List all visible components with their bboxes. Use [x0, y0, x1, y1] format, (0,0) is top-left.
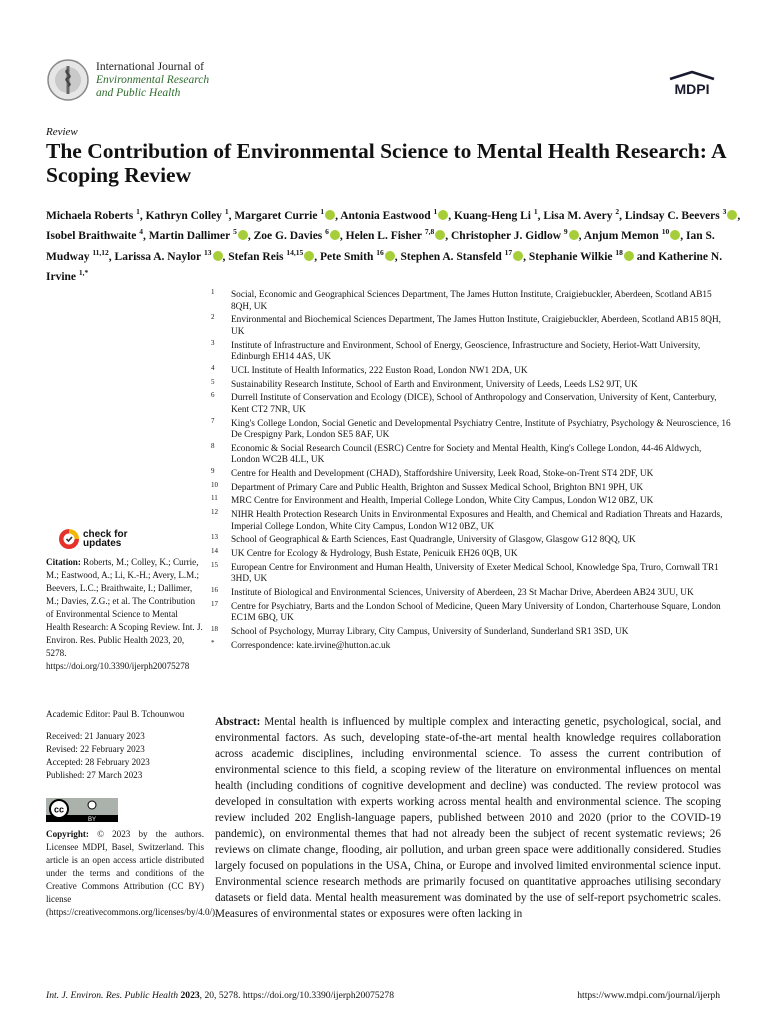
affiliation-text: Department of Primary Care and Public Health, Brighton and Sussex Medical School, Brighton BN1 9PH, UK — [231, 482, 644, 493]
author-name: Helen L. Fisher — [345, 230, 422, 243]
orcid-icon[interactable] — [569, 230, 579, 240]
abstract-text: Mental health is influenced by multiple complex and interacting genetic, psychological, social, and environmental factors. As such, developing state-of-the-art mental health knowledge requires collaboration across academic disciplines, including environmental science. To assess the current contribution of environmental science to this field, a scoping review of the literature on environmental influences on mental health (including conditions of cognitive development and decline) was conducted. The review protocol was developed in consultation with experts working across mental health and environmental science. The scoping review included 202 English-language papers, published between 2010 and 2020 (prior to the COVID-19 pandemic), on environmental themes that had not already been the subject of recent systematic reviews; 26 reviews on climate change, flooding, air pollution, and urban green space were additionally considered. Studies largely focused on populations in the USA, China, or Europe and involved limited environmental science input. Environmental science research methods are primarily focused on quantitative approaches utilising secondary datasets or field data. Mental health measurement was dominated by the use of self-report psychometric scales. Measures of environmental states or exposures were often lacking in — [215, 716, 722, 920]
affiliation-text: UCL Institute of Health Informatics, 222 Euston Road, London NW1 2DA, UK — [231, 365, 528, 376]
footer-rest: , 20, 5278. https://doi.org/10.3390/ijerph20075278 — [199, 990, 395, 1001]
author-name: Antonia Eastwood — [340, 209, 431, 222]
orcid-icon[interactable] — [325, 210, 335, 220]
footer-year: 2023 — [180, 990, 200, 1001]
copyright-text: © 2023 by the authors. Licensee MDPI, Basel, Switzerland. This article is an open access article distributed under the terms and conditions of the Creative Commons Attribution (CC BY) license (https://creativecommons.org/licenses/by/4.0/). — [46, 829, 218, 917]
author-affiliation-sup: 1 — [224, 207, 229, 216]
affiliation-number: 6 — [211, 391, 215, 400]
affiliation-text: Environmental and Biochemical Sciences Department, The James Hutton Institute, Craigiebuckler, Aberdeen, Scotland AB15 8QH, UK — [231, 315, 722, 337]
orcid-icon[interactable] — [438, 210, 448, 220]
affiliation-number: 1 — [211, 288, 215, 296]
affiliation-item — [211, 469, 731, 481]
affiliation-number: 2 — [211, 313, 215, 322]
journal-logo-icon — [46, 58, 90, 102]
orcid-icon[interactable] — [213, 251, 223, 261]
affiliation-item — [211, 315, 731, 338]
author[interactable] — [528, 247, 634, 263]
by-text: BY — [87, 817, 97, 822]
affiliation-text: Economic & Social Research Council (ESRC) Centre for Society and Mental Health, King's College London, 44-46 Aldwych, London WC2B 4LL, UK — [231, 443, 702, 466]
author-name: Larissa A. Naylor — [114, 250, 202, 263]
abstract-label: Abstract: — [215, 716, 261, 728]
author-name: Stefan Reis — [228, 250, 284, 263]
author[interactable] — [454, 207, 538, 222]
author[interactable] — [583, 227, 680, 243]
author-affiliation-sup: 1 — [320, 207, 325, 216]
author[interactable] — [114, 247, 223, 263]
affiliation-item — [211, 496, 731, 508]
copyright-block — [46, 828, 218, 919]
date-accepted: Accepted: 28 February 2023 — [46, 757, 150, 767]
date-received: Received: 21 January 2023 — [46, 731, 145, 741]
cc-by-license-icon[interactable] — [46, 798, 118, 822]
author[interactable] — [145, 207, 229, 222]
article-type: Review — [46, 126, 78, 138]
author-name: Ian S. Mudway — [46, 230, 715, 263]
author[interactable] — [234, 207, 335, 222]
affiliation-text: UK Centre for Ecology & Hydrology, Bush Estate, Penicuik EH26 0QB, UK — [231, 549, 518, 560]
author-affiliation-sup: 4 — [139, 227, 144, 237]
affiliation-number: 7 — [211, 416, 215, 425]
author-name: Kuang-Heng Li — [454, 209, 532, 222]
author[interactable] — [228, 247, 314, 263]
author-affiliation-sup: 16 — [376, 247, 384, 257]
orcid-icon[interactable] — [330, 230, 340, 240]
author-affiliation-sup: 11,12 — [92, 247, 109, 257]
affiliation-text: King's College London, Social Genetic and Developmental Psychiatry Centre, Institute of Psychiatry, Psychology & Neuroscience, 16 De Crespigny Park, London SE5 8AF, UK — [231, 418, 731, 441]
author[interactable] — [624, 207, 738, 222]
affiliation-item — [211, 510, 731, 533]
affiliation-text: MRC Centre for Environment and Health, Imperial College London, White City Campus, London W12 0BZ, UK — [231, 496, 654, 507]
footer-journal: Int. J. Environ. Res. Public Health — [46, 990, 179, 1001]
author-name: Anjum Memon — [583, 230, 659, 243]
academic-editor: Academic Editor: Paul B. Tchounwou — [46, 709, 185, 719]
affiliation-number: 8 — [211, 441, 215, 450]
dates-block — [46, 730, 204, 782]
orcid-icon[interactable] — [385, 251, 395, 261]
author-name: Pete Smith — [320, 250, 374, 263]
affiliation-text: Sustainability Research Institute, School of Earth and Environment, University of Leeds, Leeds LS2 9JT, UK — [231, 379, 638, 390]
orcid-icon[interactable] — [624, 251, 634, 261]
journal-name-line1: International Journal of — [96, 60, 204, 73]
author-name: Isobel Braithwaite — [46, 230, 137, 243]
author-name: Lisa M. Avery — [543, 209, 613, 222]
affiliation-item — [211, 377, 731, 392]
author[interactable] — [340, 207, 448, 222]
author[interactable] — [451, 227, 579, 243]
author-name: Stephen A. Stansfeld — [400, 250, 502, 263]
affiliation-item — [211, 416, 731, 442]
affiliation-number: 9 — [211, 467, 215, 476]
author-name: Lindsay C. Beevers — [624, 209, 720, 222]
affiliation-number: 5 — [211, 377, 215, 386]
abstract — [215, 714, 721, 922]
affiliation-item — [211, 599, 731, 625]
affiliation-item — [211, 588, 731, 600]
author[interactable] — [46, 227, 144, 243]
affiliation-text: Institute of Infrastructure and Environment, School of Energy, Geoscience, Infrastructure and Society, Heriot-Watt University, Edinburgh EH14 4AS, UK — [231, 340, 701, 363]
author[interactable] — [320, 247, 395, 263]
author-name: Michaela Roberts — [46, 209, 134, 222]
affiliation-text: NIHR Health Protection Research Units in Environmental Exposures and Health, and Chemical and Radiation Threats and Hazards, Imperial College London, White City Campus, London W12 0BZ, UK — [231, 510, 723, 532]
affiliation-number: * — [211, 638, 215, 647]
author-affiliation-sup: 18 — [615, 247, 623, 257]
author-list: Michaela Roberts $^1$, Kathryn Colley $^1$, Margaret Currie $^1$ , Antonia Eastwood $^1$ , Kuang-Heng Li $^1$, Lisa M. Avery $^2$, Lindsay C. Beevers $^3$ , Isobel Braithwaite $^4$, Martin Dallimer $^5$ , Zoe G. Davies $^6$ , Helen L. Fisher $^{7,8}$ , Christopher J. Gidlow $^9$ , Anjum Memon $^{10}$ , Ian S. Mudway $^{11,12}$, Larissa A. Naylor $^{13}$ , Stefan Reis $^{14,15}$ , Pete Smith $^{16}$ , Stephen A. Stansfeld $^{17}$ , Stephanie Wilkie $^{18}$ and Katherine N. Irvine $^{1,*}$ — [46, 207, 741, 284]
affiliation-item — [211, 363, 731, 378]
affiliation-item — [211, 338, 731, 364]
date-published: Published: 27 March 2023 — [46, 770, 143, 780]
affiliation-number: 4 — [211, 363, 215, 372]
citation-block — [46, 556, 204, 673]
affiliation-text: Correspondence: kate.irvine@hutton.ac.uk — [231, 640, 391, 651]
author-affiliation-sup: 14,15 — [286, 247, 304, 257]
date-revised: Revised: 22 February 2023 — [46, 744, 145, 754]
affiliation-item — [211, 549, 731, 561]
affiliation-number: 13 — [211, 533, 218, 542]
affiliation-item — [211, 535, 731, 547]
author-affiliation-sup: 13 — [204, 247, 212, 257]
citation-label: Citation: — [46, 557, 81, 567]
author-affiliation-sup: 1 — [433, 207, 438, 216]
affiliation-item — [211, 480, 731, 495]
author[interactable] — [253, 227, 340, 243]
affiliation-number: 16 — [211, 586, 218, 595]
mdpi-logo-text: MDPI — [674, 81, 710, 97]
author-affiliation-sup: 5 — [233, 227, 237, 237]
author-affiliation-sup: 2 — [615, 207, 620, 216]
affiliation-item — [211, 627, 731, 639]
affiliation-number: 17 — [211, 599, 218, 608]
author-affiliation-sup: 6 — [325, 227, 329, 237]
orcid-icon[interactable] — [238, 230, 248, 240]
orcid-icon[interactable] — [670, 230, 680, 240]
mdpi-logo — [666, 70, 718, 98]
author-name: Margaret Currie — [234, 209, 318, 222]
affiliation-item — [211, 638, 731, 653]
affiliation-list — [211, 290, 731, 654]
footer-citation — [46, 990, 394, 1001]
author-affiliation-sup: 1 — [136, 207, 140, 216]
affiliation-item — [211, 560, 731, 586]
citation-text: Roberts, M.; Colley, K.; Currie, M.; Eastwood, A.; Li, K.-H.; Avery, L.M.; Beevers, L.C.; Braithwaite, I.; Dallimer, M.; Davies, Z.G.; et al. The Contribution of Environmental Science to Mental Health Research: A Scoping Review. Int. J. Environ. Res. Public Health 2023, 20, 5278. https://doi.org/10.3390/ijerph20075278 — [46, 557, 203, 671]
author-name: Stephanie Wilkie — [528, 250, 613, 263]
affiliation-number: 3 — [211, 338, 215, 347]
author[interactable] — [400, 247, 523, 263]
orcid-icon[interactable] — [304, 251, 314, 261]
affiliation-number: 10 — [211, 480, 218, 489]
author-affiliation-sup: 17 — [504, 247, 513, 257]
check-updates-icon — [58, 528, 80, 550]
check-updates-line1: check for — [83, 529, 128, 540]
author-name: Katherine N. Irvine — [46, 250, 723, 284]
author[interactable] — [46, 207, 140, 222]
author-affiliation-sup: 10 — [661, 227, 670, 237]
affiliation-number: 14 — [211, 547, 218, 556]
affiliation-text: School of Psychology, Murray Library, City Campus, University of Sunderland, Sunderland SR1 3SD, UK — [231, 627, 629, 638]
orcid-icon[interactable] — [435, 230, 445, 240]
check-for-updates-badge[interactable] — [58, 528, 127, 550]
affiliation-number: 15 — [211, 560, 218, 569]
orcid-icon[interactable] — [727, 210, 737, 220]
affiliation-text: Institute of Biological and Environmental Sciences, University of Aberdeen, 23 St Machar Drive, Aberdeen AB24 3UU, UK — [231, 588, 694, 599]
orcid-icon[interactable] — [513, 251, 523, 261]
author-name: Christopher J. Gidlow — [451, 230, 562, 243]
affiliation-text: European Centre for Environment and Human Health, University of Exeter Medical School, Knowledge Spa, Truro, Cornwall TR1 3HD, UK — [231, 562, 719, 585]
affiliation-text: Social, Economic and Geographical Sciences Department, The James Hutton Institute, Craigiebuckler, Aberdeen, Scotland AB15 8QH, UK — [231, 290, 712, 312]
affiliation-item — [211, 393, 731, 416]
affiliation-number: 18 — [211, 625, 218, 634]
affiliation-text: Durrell Institute of Conservation and Ecology (DICE), School of Anthropology and Conservation, University of Kent, Canterbury, Kent CT2 7NR, UK — [231, 393, 717, 415]
page-footer — [46, 990, 720, 1001]
author-affiliation-sup: 9 — [563, 227, 568, 237]
author-affiliation-sup: 7,8 — [424, 227, 435, 237]
journal-name-line3: and Public Health — [96, 86, 181, 99]
journal-name-line2: Environmental Research — [96, 73, 210, 86]
author-affiliation-sup: 1 — [533, 207, 538, 216]
cc-text: cc — [53, 804, 65, 815]
authors-conjunction: and — [636, 250, 656, 263]
affiliation-item — [211, 290, 731, 313]
copyright-label: Copyright: — [46, 829, 89, 839]
author-affiliation-sup: 3 — [722, 207, 727, 216]
affiliation-number: 11 — [211, 494, 218, 503]
check-updates-line2: updates — [83, 538, 122, 549]
author-name: Martin Dallimer — [148, 230, 231, 243]
affiliation-text: School of Geographical & Earth Sciences, East Quadrangle, University of Glasgow, Glasgow G12 8QQ, UK — [231, 535, 636, 546]
journal-header — [46, 58, 209, 102]
author-affiliation-sup: 1,* — [78, 268, 89, 278]
author-name: Kathryn Colley — [145, 209, 222, 222]
author[interactable] — [345, 227, 446, 243]
author[interactable] — [543, 207, 620, 222]
author[interactable] — [148, 227, 248, 243]
affiliation-text: Centre for Health and Development (CHAD), Staffordshire University, Leek Road, Stoke-on-Trent ST4 2DF, UK — [231, 469, 654, 480]
article-title: The Contribution of Environmental Science to Mental Health Research: A Scoping Review — [46, 139, 726, 187]
author-name: Zoe G. Davies — [253, 230, 323, 243]
affiliation-text: Centre for Psychiatry, Barts and the London School of Medicine, Queen Mary University of London, Charterhouse Square, London EC1M 6BQ, UK — [231, 601, 721, 624]
footer-url[interactable]: https://www.mdpi.com/journal/ijerph — [577, 990, 720, 1001]
affiliation-number: 12 — [211, 508, 218, 517]
affiliation-item — [211, 441, 731, 467]
